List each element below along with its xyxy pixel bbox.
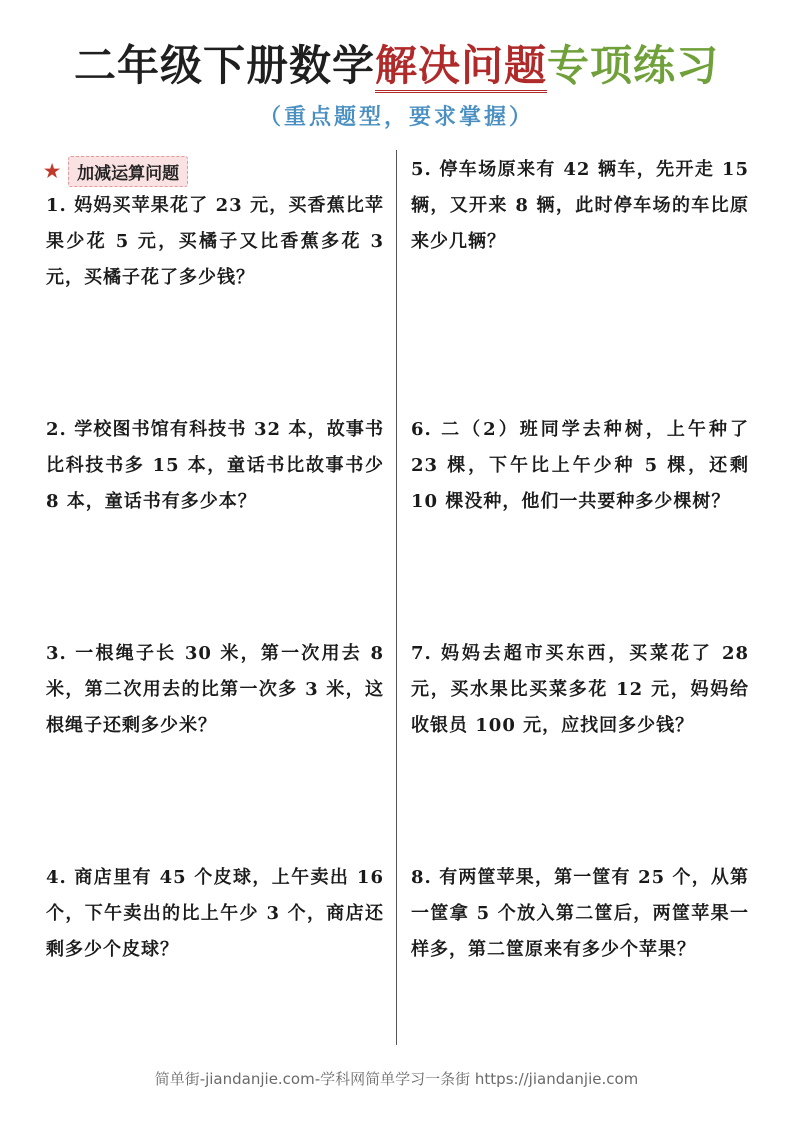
problem-1: 1. 妈妈买苹果花了 23 元，买香蕉比苹果少花 5 元，买橘子又比香蕉多花 3 元，买橘子花了多少钱？ (46, 195, 384, 288)
section-heading (44, 156, 188, 187)
problem-3: 3. 一根绳子长 30 米，第一次用去 8 米，第二次用去的比第一次多 3 米，这根绳子还剩多少米？ (46, 643, 384, 736)
page-title (0, 38, 793, 94)
problem-7: 7. 妈妈去超市买东西，买菜花了 28 元，买水果比买菜多花 12 元，妈妈给收银员 100 元，应找回多少钱？ (411, 643, 749, 736)
title-part-topic: 解决问题 (375, 41, 547, 93)
problem-6: 6. 二（2）班同学去种树，上午种了 23 棵，下午比上午少种 5 棵，还剩 10 棵没种，他们一共要种多少棵树？ (411, 419, 749, 512)
title-part-grade: 二年级下册数学 (73, 41, 375, 90)
problem-5: 5. 停车场原来有 42 辆车，先开走 15 辆，又开来 8 辆，此时停车场的车比原来少几辆？ (411, 159, 749, 252)
star-icon: ★ (44, 161, 61, 182)
problem-4: 4. 商店里有 45 个皮球，上午卖出 16 个，下午卖出的比上午少 3 个，商店还剩多少个皮球？ (46, 867, 384, 960)
title-part-practice: 专项练习 (547, 41, 720, 90)
page-subtitle: （重点题型，要求掌握） (258, 105, 534, 130)
problem-8: 8. 有两筐苹果，第一筐有 25 个，从第一筐拿 5 个放入第二筐后，两筐苹果一样多，第二筐原来有多少个苹果？ (411, 867, 749, 960)
footer-watermark: 简单街-jiandanjie.com-学科网简单学习一条街 https://jiandanjie.com (154, 1070, 639, 1088)
section-label: 加减运算问题 (68, 156, 188, 187)
problem-2: 2. 学校图书馆有科技书 32 本，故事书比科技书多 15 本，童话书比故事书少 8 本，童话书有多少本？ (46, 419, 384, 512)
column-divider (396, 150, 397, 1045)
